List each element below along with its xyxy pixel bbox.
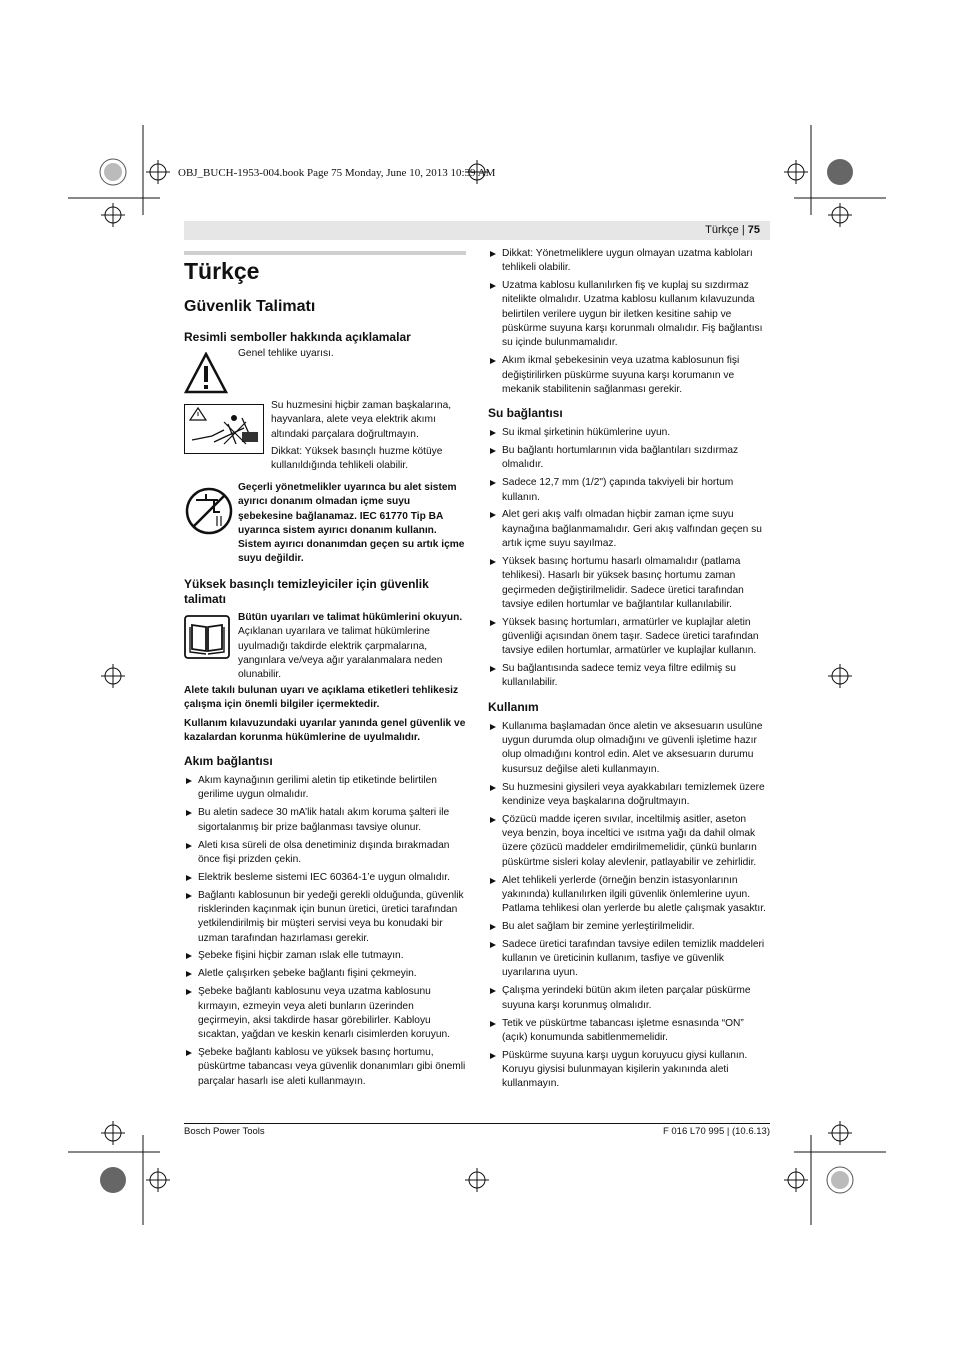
bullet-arrow-icon: [490, 358, 496, 364]
bullet-arrow-icon: [490, 620, 496, 626]
list-item: Çözücü madde içeren sıvılar, inceltilmiş asitler, aseton veya benzin, boya inceltici ve ısıtma yağı da dahil olmak üzere çözücü maddeler emdirilmemelidir, çünkü bunların püskürtme sisleri kolay alevlenir, patlayabilir ve zehirlidir.: [488, 813, 770, 870]
bullet-arrow-icon: [490, 430, 496, 436]
bullet-arrow-icon: [490, 878, 496, 884]
list-item: Bu bağlantı hortumlarının vida bağlantıları sızdırmaz olmalıdır.: [488, 444, 770, 473]
use-list: [488, 720, 770, 1092]
print-header: OBJ_BUCH-1953-004.book Page 75 Monday, June 10, 2013 10:39 AM: [178, 167, 496, 179]
water-list: [488, 426, 770, 691]
list-item: Püskürme suyuna karşı uygun koruyucu giysi kullanın. Koruyu giysisi bulunmayan kişilerin yakınında aleti kullanmayın.: [488, 1049, 770, 1092]
list-item: Uzatma kablosu kullanılırken fiş ve kuplaj su sızdırmaz nitelikte olmalıdır. Uzatma kablosu kullanım kılavuzunda belirtilen verilere uygun bir iletken kesitine sahip ve püskürme suyuna karşı korunmalı olmalıdır. Fiş bağlantısı su içinde bulunmamalıdır.: [488, 279, 770, 350]
right-top-list: [488, 247, 770, 397]
symbol-row: [184, 483, 466, 571]
symbol-text: Genel tehlike uyarısı.: [238, 348, 334, 359]
bullet-arrow-icon: [186, 971, 192, 977]
list-item: Yüksek basınç hortumu hasarlı olmamalıdır (patlama tehlikesi). Hasarlı bir yüksek basınç hortumu zaman geçirmeden değiştirilmelidir. Sadece üretici tarafından tavsiye edilen hortumlar ve bağlantılar kullanılabilir.: [488, 555, 770, 612]
water-jet-hazard-icon: [184, 404, 264, 454]
title-rule: [184, 251, 466, 255]
hp-heading: Yüksek basınçlı temizleyiciler için güvenlik talimatı: [184, 577, 429, 606]
list-item: Bu aletin sadece 30 mA’lik hatalı akım koruma şalteri ile sigortalanmış bir prize bağlanması tavsiye olunur.: [184, 806, 466, 835]
bullet-arrow-icon: [490, 666, 496, 672]
bullet-arrow-icon: [490, 785, 496, 791]
symbols-heading: Resimli semboller hakkında açıklamalar: [184, 330, 411, 344]
list-item: Tetik ve püskürtme tabancası işletme esnasında “ON” (açık) konumunda sabitlenmemelidir.: [488, 1017, 770, 1046]
bullet-arrow-icon: [490, 1053, 496, 1059]
bullet-arrow-icon: [490, 942, 496, 948]
list-item: Aletle çalışırken şebeke bağlantı fişini çekmeyin.: [184, 967, 466, 981]
symbol-text: Su huzmesini hiçbir zaman başkalarına, hayvanlara, alete veya elektrik akımı altındaki parçalara doğrultmayın.: [271, 400, 452, 440]
bullet-arrow-icon: [186, 893, 192, 899]
bullet-arrow-icon: [490, 988, 496, 994]
bullet-arrow-icon: [490, 448, 496, 454]
hp-bold-note: Alete takılı bulunan uyarı ve açıklama etiketleri tehlikesiz çalışma için önemli bilgiler içermektedir.: [184, 685, 459, 711]
list-item: Çalışma yerindeki bütün akım ileten parçalar püskürme suyuna karşı korunmuş olmalıdır.: [488, 984, 770, 1013]
list-item: Dikkat: Yönetmeliklere uygun olmayan uzatma kabloları tehlikeli olabilir.: [488, 247, 770, 276]
water-heading: Su bağlantısı: [488, 406, 563, 421]
bullet-arrow-icon: [186, 810, 192, 816]
footer-left: Bosch Power Tools: [184, 1126, 265, 1137]
bullet-arrow-icon: [186, 1050, 192, 1056]
symbol-text: Geçerli yönetmelikler uyarınca bu alet sistem ayırıcı donanım olmadan içme suyu şebekesine bağlanamaz. IEC 61770 Tip BA uyarınca sistem ayırıcı donanım kullanın. Sistem ayırıcı donanımdan geçen su artık içme suyu değildir.: [238, 482, 465, 565]
power-heading: Akım bağlantısı: [184, 754, 273, 769]
read-manual-row: [184, 613, 466, 683]
bullet-arrow-icon: [186, 843, 192, 849]
running-header-text: [705, 224, 760, 236]
no-drinking-water-icon: [184, 486, 234, 536]
list-item: Şebeke bağlantı kablosunu veya uzatma kablosunu kırmayın, ezmeyin veya aleti bunların üzerinden geçirmeyin, aksi takdirde hasar görebilirler. Kabloyu sıcaktan, yağdan ve keskin kenarlı cisimlerden koruyun.: [184, 985, 466, 1042]
read-manual-text: [238, 611, 466, 682]
list-item: Alet tehlikeli yerlerde (örneğin benzin istasyonlarının yakınında) kullanılırken ilgili güvenlik önlemlerine uyun. Patlama tehlikesi olan yerlerde bu aletle çalışmak yasaktır.: [488, 874, 770, 917]
list-item: Kullanıma başlamadan önce aletin ve aksesuarın usulüne uygun durumda olup olmadığını ve güvenli işletime hazır olup olmadığını kontrol edin. Alet ve aksesuarın durumu kusursuz değilse aleti kullanmayın.: [488, 720, 770, 777]
bullet-arrow-icon: [186, 953, 192, 959]
right-column: [488, 247, 770, 1095]
bullet-arrow-icon: [490, 251, 496, 257]
power-list: [184, 774, 466, 1089]
read-manual-bold: Bütün uyarıları ve talimat hükümlerini okuyun.: [238, 612, 463, 623]
list-item: Bu alet sağlam bir zemine yerleştirilmelidir.: [488, 920, 770, 934]
page-number: 75: [747, 224, 760, 236]
footer-right: F 016 L70 995 | (10.6.13): [662, 1126, 770, 1137]
bullet-arrow-icon: [490, 512, 496, 518]
use-heading: Kullanım: [488, 699, 539, 714]
list-item: Su huzmesini giysileri veya ayakkabıları temizlemek üzere kendinize veya başkalarına doğrultmayın.: [488, 781, 770, 810]
read-manual-body: Açıklanan uyarılara ve talimat hükümlerine uyulmadığı takdirde elektrik çarpmalarına, yangınlara ve/veya ağır yaralanmalara neden olunabilir.: [238, 626, 443, 681]
list-item: Sadece üretici tarafından tavsiye edilen temizlik maddeleri kullanın ve üreticinin kullanım, tasfiye ve güvenlik uyarılarına uyun.: [488, 938, 770, 981]
hp-bold-note: Kullanım kılavuzundaki uyarılar yanında genel güvenlik ve kazalardan korunma hükümlerine de uyulmalıdır.: [184, 717, 466, 743]
list-item: Su bağlantısında sadece temiz veya filtre edilmiş su kullanılabilir.: [488, 662, 770, 691]
read-manual-icon: [184, 615, 230, 659]
list-item: Bağlantı kablosunun bir yedeği gerekli olduğunda, güvenlik risklerinden kaçınmak için bunun üretici, üretici tarafından yetkilendirilmiş bir müşteri servisi veya bu konudaki bir uzman tarafından hazırlaması gerekir.: [184, 889, 466, 946]
list-item: Elektrik besleme sistemi IEC 60364-1’e uygun olmalıdır.: [184, 871, 466, 885]
bullet-arrow-icon: [490, 724, 496, 730]
list-item: Akım kaynağının gerilimi aletin tip etiketinde belirtilen gerilime uygun olmalıdır.: [184, 774, 466, 803]
bullet-arrow-icon: [186, 778, 192, 784]
header-language: Türkçe: [705, 224, 739, 236]
warning-triangle-icon: [184, 352, 228, 394]
bullet-arrow-icon: [490, 480, 496, 486]
left-column: [184, 251, 466, 1092]
bullet-arrow-icon: [490, 283, 496, 289]
bullet-arrow-icon: [490, 817, 496, 823]
bullet-arrow-icon: [490, 1021, 496, 1027]
list-item: Aleti kısa süreli de olsa denetiminiz dışında bırakmadan önce fişi prizden çekin.: [184, 839, 466, 868]
bullet-arrow-icon: [490, 924, 496, 930]
header-separator: |: [741, 224, 745, 236]
bullet-arrow-icon: [186, 989, 192, 995]
footer-rule: [184, 1123, 770, 1124]
list-item: Alet geri akış valfı olmadan hiçbir zaman içme suyu kaynağına bağlanmamalıdır. Geri akış valfından geçen su artık içme suyu sayılmaz.: [488, 508, 770, 551]
list-item: Akım ikmal şebekesinin veya uzatma kablosunun fişi değiştirilirken püskürme suyuna karşı korumanın ve mekanik stabilitenin sağlanması gerekir.: [488, 354, 770, 397]
symbol-text: Dikkat: Yüksek basınçlı huzme kötüye kullanıldığında tehlikeli olabilir.: [271, 446, 443, 472]
symbol-row: [184, 401, 466, 483]
bullet-arrow-icon: [186, 875, 192, 881]
list-item: Şebeke fişini hiçbir zaman ıslak elle tutmayın.: [184, 949, 466, 963]
section-title: Güvenlik Talimatı: [184, 298, 316, 315]
list-item: Su ikmal şirketinin hükümlerine uyun.: [488, 426, 770, 440]
list-item: Sadece 12,7 mm (1/2") çapında takviyeli bir hortum kullanın.: [488, 476, 770, 505]
symbol-row: [184, 349, 466, 401]
running-header: [184, 221, 770, 240]
page-title: Türkçe: [184, 258, 260, 284]
bullet-arrow-icon: [490, 559, 496, 565]
list-item: Yüksek basınç hortumları, armatürler ve kuplajlar aletin güvenliği açısından önem taşır. Sadece üretici tarafından tavsiye edilen hortumlar, armatürler ve kuplajlar kullanın.: [488, 616, 770, 659]
list-item: Şebeke bağlantı kablosu ve yüksek basınç hortumu, püskürtme tabancası veya güvenlik donanımları gibi önemli parçalar hasarlı ise aleti kullanmayın.: [184, 1046, 466, 1089]
